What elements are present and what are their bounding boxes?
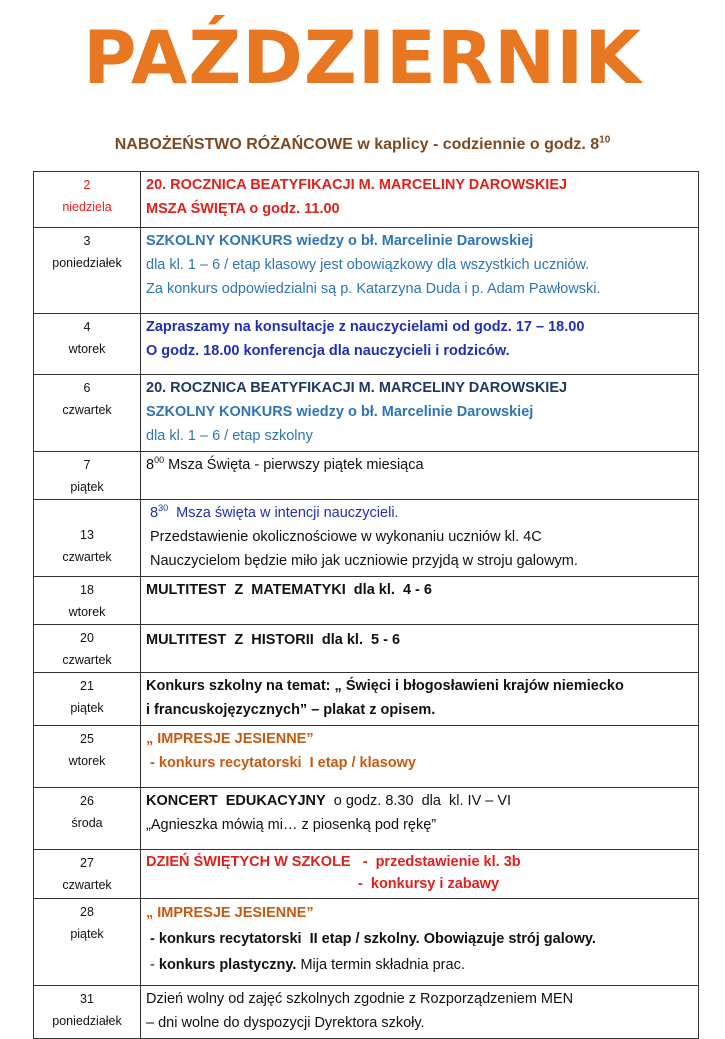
event-cell (141, 788, 699, 850)
table-row (34, 228, 699, 314)
table-row (34, 788, 699, 850)
date-cell (34, 172, 141, 228)
event-cell (141, 228, 699, 314)
event-line: Za konkurs odpowiedzialni są p. Katarzyna Duda i p. Adam Pawłowski. (146, 281, 601, 297)
weekday: piątek (70, 927, 104, 941)
day-number: 20 (80, 631, 94, 645)
date-cell (34, 577, 141, 625)
day-number: 27 (80, 856, 94, 870)
event-line: dla kl. 1 – 6 / etap szkolny (146, 428, 313, 444)
event-line (146, 501, 693, 525)
table-row (34, 172, 699, 228)
table-row (34, 986, 699, 1039)
table-row (34, 850, 699, 899)
event-line: O godz. 18.00 konferencja dla nauczycieli i rodziców. (146, 343, 510, 359)
table-row (34, 314, 699, 375)
day-number: 6 (83, 381, 91, 395)
day-number: 13 (80, 528, 94, 542)
table-row (34, 452, 699, 500)
event-detail: o godz. 8.30 dla kl. IV – VI (325, 793, 512, 809)
events-table (33, 171, 699, 1039)
event-line: 20. ROCZNICA BEATYFIKACJI M. MARCELINY DAROWSKIEJ (146, 177, 568, 193)
event-line: SZKOLNY KONKURS wiedzy o bł. Marcelinie Darowskiej (146, 404, 534, 420)
event-line: Przedstawienie okolicznościowe w wykonaniu uczniów kl. 4C (150, 529, 542, 545)
date-cell (34, 625, 141, 673)
table-row (34, 500, 699, 577)
subtitle-sup: 10 (599, 134, 611, 146)
event-cell (141, 577, 699, 625)
date-cell (34, 986, 141, 1039)
event-line: i francuskojęzycznych” – plakat z opisem. (146, 702, 436, 718)
event-line: „Agnieszka mówią mi… z piosenką pod rękę” (146, 817, 437, 833)
event-title: KONCERT EDUKACYJNY (146, 793, 326, 809)
weekday: czwartek (62, 653, 112, 667)
event-line: Konkurs szkolny na temat: „ Święci i błogosławieni krajów niemiecko (146, 678, 624, 694)
event-line: Nauczycielom będzie miło jak uczniowie przyjdą w stroju galowym. (150, 553, 578, 569)
event-line: – dni wolne do dyspozycji Dyrektora szkoły. (146, 1015, 425, 1031)
event-line: - konkurs recytatorski I etap / klasowy (146, 755, 416, 771)
event-cell (141, 375, 699, 452)
day-number: 7 (83, 458, 91, 472)
day-number: 28 (80, 905, 94, 919)
weekday: piątek (70, 701, 104, 715)
event-line: SZKOLNY KONKURS wiedzy o bł. Marcelinie Darowskiej (146, 233, 534, 249)
day-number: 2 (83, 178, 91, 192)
event-cell (141, 673, 699, 726)
event-line: - konkursy i zabawy (358, 876, 500, 892)
event-line: MULTITEST Z HISTORII dla kl. 5 - 6 (146, 632, 401, 648)
table-row (34, 673, 699, 726)
weekday: piątek (70, 480, 104, 494)
event-line: Zapraszamy na konsultacje z nauczycielami od godz. 17 – 18.00 (146, 319, 585, 335)
event-detail: Mija termin składnia prac. (296, 957, 465, 973)
event-line: 20. ROCZNICA BEATYFIKACJI M. MARCELINY DAROWSKIEJ (146, 380, 568, 396)
weekday: wtorek (68, 605, 106, 619)
event-line: DZIEŃ ŚWIĘTYCH W SZKOLE - przedstawienie kl. 3b (146, 854, 521, 870)
weekday: środa (71, 816, 103, 830)
event-line: MULTITEST Z MATEMATYKI dla kl. 4 - 6 (146, 582, 432, 598)
day-number: 18 (80, 583, 94, 597)
day-number: 25 (80, 732, 94, 746)
event-line: Dzień wolny od zajęć szkolnych zgodnie z Rozporządzeniem MEN (146, 991, 574, 1007)
date-cell (34, 500, 141, 577)
event-cell (141, 452, 699, 500)
event-time: 8 (146, 457, 155, 473)
event-cell (141, 899, 699, 986)
page-title: PAŹDZIERNIK (83, 16, 642, 101)
event-title: konkurs plastyczny. (158, 957, 297, 973)
event-line: „ IMPRESJE JESIENNE” (146, 905, 314, 921)
event-time-sup: 30 (158, 503, 169, 514)
date-cell (34, 228, 141, 314)
day-number: 3 (83, 234, 91, 248)
event-text: Msza święta w intencji nauczycieli. (168, 505, 399, 521)
subtitle-text: NABOŻEŃSTWO RÓŻAŃCOWE w kaplicy - codziennie o godz. 8 (114, 136, 600, 153)
table-row (34, 625, 699, 673)
weekday: czwartek (62, 878, 112, 892)
event-line (146, 453, 693, 477)
event-line (146, 952, 693, 978)
event-time-sup: 00 (154, 455, 165, 466)
event-cell (141, 726, 699, 788)
event-line: dla kl. 1 – 6 / etap klasowy jest obowiązkowy dla wszystkich uczniów. (146, 257, 590, 273)
date-cell (34, 452, 141, 500)
event-time: 8 (150, 505, 159, 521)
event-line: - konkurs recytatorski II etap / szkolny. Obowiązuje strój galowy. (146, 931, 596, 947)
day-number: 31 (80, 992, 94, 1006)
day-number: 21 (80, 679, 94, 693)
event-line (146, 789, 693, 813)
table-row (34, 577, 699, 625)
date-cell (34, 726, 141, 788)
weekday: wtorek (68, 754, 106, 768)
event-cell (141, 500, 699, 577)
event-line: „ IMPRESJE JESIENNE” (146, 731, 314, 747)
event-text: Msza Święta - pierwszy piątek miesiąca (164, 457, 424, 473)
date-cell (34, 375, 141, 452)
weekday: czwartek (62, 550, 112, 564)
weekday: czwartek (62, 403, 112, 417)
table-row (34, 899, 699, 986)
date-cell (34, 314, 141, 375)
event-cell (141, 625, 699, 673)
date-cell (34, 788, 141, 850)
date-cell (34, 899, 141, 986)
event-cell (141, 986, 699, 1039)
date-cell (34, 850, 141, 899)
weekday: poniedziałek (52, 1014, 122, 1028)
weekday: wtorek (68, 342, 106, 356)
weekday: niedziela (62, 200, 112, 214)
page-subtitle (0, 136, 725, 154)
day-number: 4 (83, 320, 91, 334)
event-dash: - (146, 957, 159, 973)
event-line: MSZA ŚWIĘTA o godz. 11.00 (146, 201, 340, 217)
event-cell (141, 314, 699, 375)
table-row (34, 726, 699, 788)
table-row (34, 375, 699, 452)
event-cell (141, 172, 699, 228)
event-cell (141, 850, 699, 899)
weekday: poniedziałek (52, 256, 122, 270)
date-cell (34, 673, 141, 726)
day-number: 26 (80, 794, 94, 808)
